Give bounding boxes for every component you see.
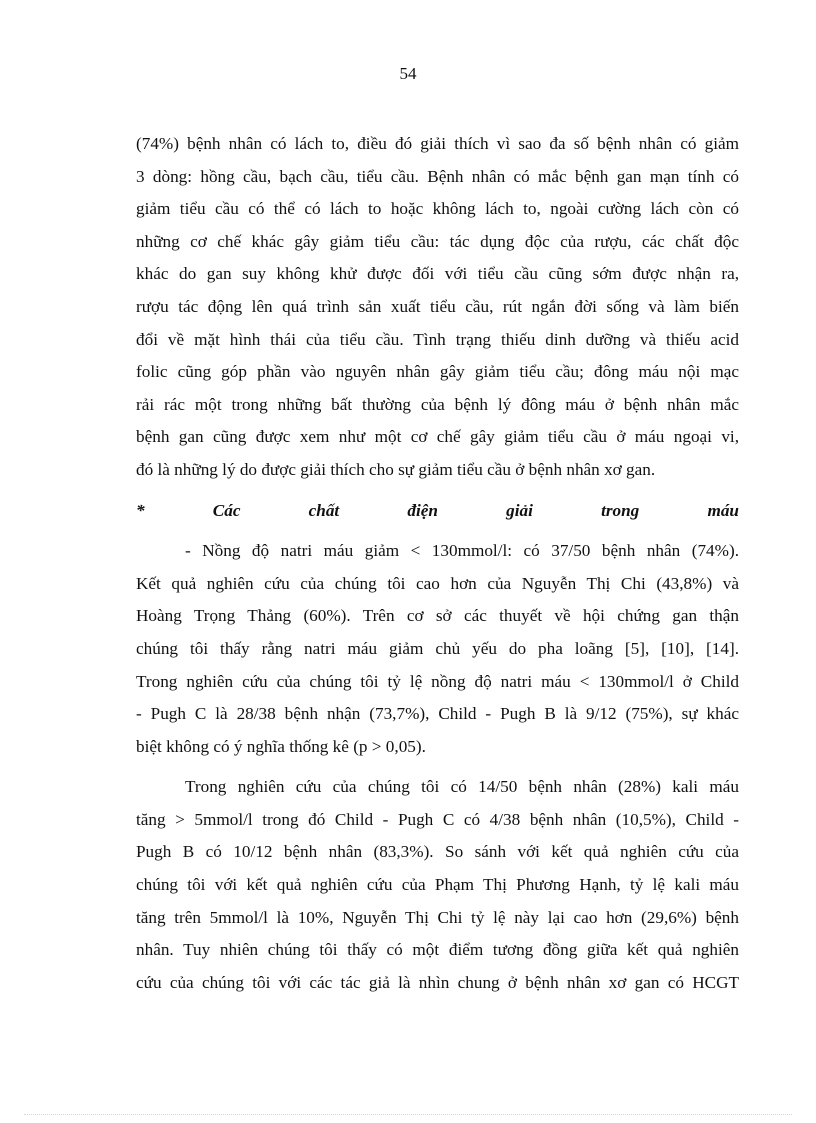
page-number: 54: [399, 64, 417, 83]
text-line: chúng tôi với kết quả nghiên cứu của Phạm Thị Phương Hạnh, tỷ lệ kali máu: [136, 875, 739, 895]
paragraph-sodium: [136, 535, 739, 763]
text-line: rượu tác động lên quá trình sản xuất tiểu cầu, rút ngắn đời sống và làm biến: [136, 296, 739, 316]
text-line: những cơ chế khác gây giảm tiểu cầu: tác dụng độc của rượu, các chất độc: [136, 231, 739, 251]
text-line: nhân. Tuy nhiên chúng tôi thấy có một điểm tương đồng giữa kết quả nghiên: [136, 940, 739, 960]
text-line: tăng trên 5mmol/l là 10%, Nguyễn Thị Chi tỷ lệ này lại cao hơn (29,6%) bệnh: [136, 907, 739, 927]
text-line: Trong nghiên cứu của chúng tôi có 14/50 bệnh nhân (28%) kali máu: [185, 777, 739, 797]
section-heading-electrolytes: * Các chất điện giải trong máu: [136, 500, 739, 520]
text-line: biệt không có ý nghĩa thống kê (p > 0,05).: [136, 736, 426, 756]
text-line: chúng tôi thấy rằng natri máu giảm chủ yếu do pha loãng [5], [10], [14].: [136, 638, 739, 658]
text-line: tăng > 5mmol/l trong đó Child - Pugh C có 4/38 bệnh nhân (10,5%), Child -: [136, 809, 739, 829]
text-line: - Pugh C là 28/38 bệnh nhận (73,7%), Child - Pugh B là 9/12 (75%), sự khác: [136, 704, 739, 724]
paragraph-potassium: [136, 771, 739, 999]
text-line: (74%) bệnh nhân có lách to, điều đó giải thích vì sao đa số bệnh nhân có giảm: [136, 134, 739, 153]
text-line: đó là những lý do được giải thích cho sự giảm tiểu cầu ở bệnh nhân xơ gan.: [136, 459, 656, 479]
text-line: 3 dòng: hồng cầu, bạch cầu, tiểu cầu. Bệnh nhân có mắc bệnh gan mạn tính có: [136, 166, 739, 186]
text-line: cứu của chúng tôi với các tác giả là nhìn chung ở bệnh nhân xơ gan có HCGT: [136, 972, 739, 992]
text-line: Pugh B có 10/12 bệnh nhân (83,3%). So sánh với kết quả nghiên cứu của: [136, 842, 739, 862]
text-line: bệnh gan cũng được xem như một cơ chế gây giảm tiểu cầu ở máu ngoại vi,: [136, 427, 739, 447]
text-line: khác do gan suy không khử được đối với tiểu cầu cũng sớm được nhận ra,: [136, 264, 739, 284]
page-body: [136, 128, 739, 999]
text-line: Trong nghiên cứu của chúng tôi tỷ lệ nồng độ natri máu < 130mmol/l ở Child: [136, 671, 739, 691]
text-line: Kết quả nghiên cứu của chúng tôi cao hơn của Nguyễn Thị Chi (43,8%) và: [136, 573, 739, 593]
paragraph-spleen-platelets: [136, 128, 739, 487]
text-line: folic cũng góp phần vào nguyên nhân gây giảm tiểu cầu; đông máu nội mạc: [136, 362, 739, 382]
text-line: Hoàng Trọng Thảng (60%). Trên cơ sở các thuyết về hội chứng gan thận: [136, 606, 739, 626]
text-line: giảm tiểu cầu có thể có lách to hoặc không lách to, ngoài cường lách còn có: [136, 199, 739, 219]
text-line: đổi về mặt hình thái của tiểu cầu. Tình trạng thiếu dinh dưỡng và thiếu acid: [136, 329, 739, 349]
text-line: - Nồng độ natri máu giảm < 130mmol/l: có 37/50 bệnh nhân (74%).: [185, 541, 739, 561]
text-line: rải rác một trong những bất thường của bệnh lý đông máu ở bệnh nhân mắc: [136, 394, 739, 414]
page-bottom-rule: [24, 1114, 792, 1115]
